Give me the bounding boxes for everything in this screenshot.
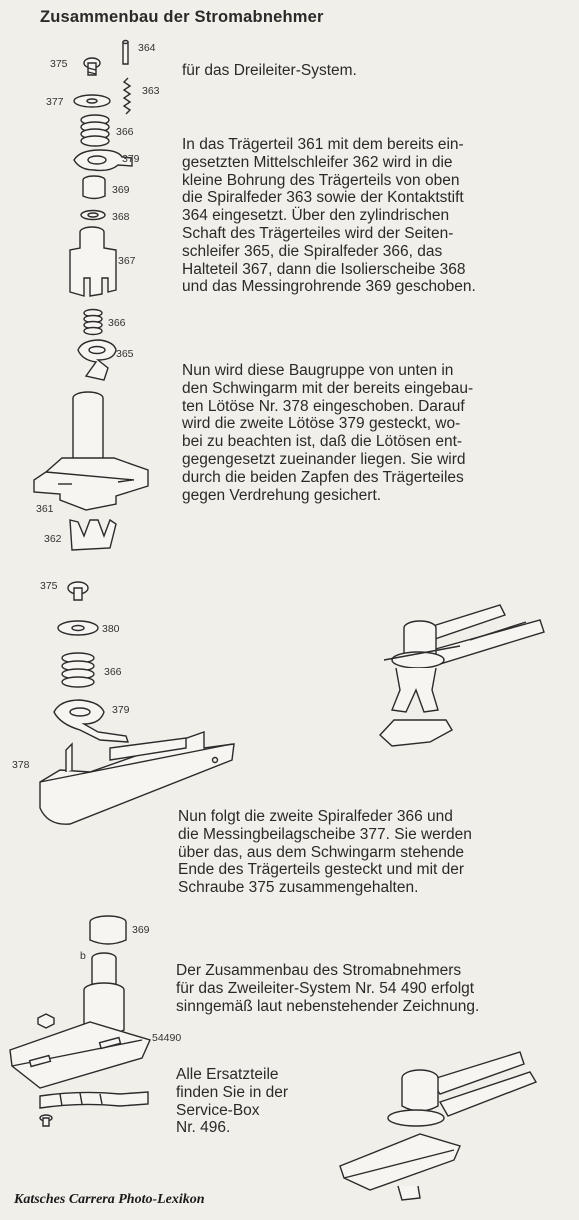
paragraph-assembly-carrier: In das Trägerteil 361 mit dem bereits ein- gesetzten Mittelschleifer 362 wird in die kleine Bohrung des Trägerteils von oben die Spiralfeder 363 sowie der Kontaktstift 364 eingesetzt. Über den zylindrischen Schaft des Trägerteiles wird der Seiten- schleifer 365, die Spiralfeder 366, das Halteteil 367, dann die Isolierscheibe 368 und das Messingrohrende 369 geschoben. (182, 136, 476, 296)
part-label: 365 (116, 348, 134, 360)
screw-375-middle (68, 582, 88, 600)
side-wiper-365 (78, 340, 116, 380)
part-label: 375 (50, 58, 68, 70)
carrier-361 (34, 392, 148, 510)
part-label: 361 (36, 503, 54, 515)
braid-wiper (40, 1092, 148, 1108)
carrier-54490 (10, 953, 150, 1088)
nut-small (38, 1014, 54, 1028)
part-label: 366 (116, 126, 134, 138)
part-label: 369 (112, 184, 130, 196)
part-label: 366 (104, 666, 122, 678)
part-label: 379 (122, 153, 140, 165)
paragraph-service-box: Alle Ersatzteile finden Sie in der Service-Box Nr. 496. (176, 1066, 289, 1137)
holder-367 (70, 227, 116, 296)
spring-366-middle (84, 310, 102, 335)
part-label: 363 (142, 85, 160, 97)
part-label: 54490 (152, 1032, 182, 1044)
part-label: 379 (112, 704, 130, 716)
assembled-pickup-two-wire (340, 1052, 536, 1200)
brass-tube-369-top (83, 176, 105, 199)
part-label: 380 (102, 623, 120, 635)
part-label: 366 (108, 317, 126, 329)
center-wiper-362 (70, 520, 116, 550)
part-label: 364 (138, 42, 156, 54)
assembled-pickup-three-wire (380, 605, 544, 746)
intro-text: für das Dreileiter-System. (182, 62, 357, 79)
watermark-credit: Katsches Carrera Photo-Lexikon (14, 1192, 205, 1207)
spring-366-top (81, 115, 109, 146)
part-label: 378 (12, 759, 30, 771)
part-label: 377 (46, 96, 64, 108)
part-label: 375 (40, 580, 58, 592)
part-label: 368 (112, 211, 130, 223)
insulating-washer-368 (81, 211, 105, 220)
paragraph-two-wire: Der Zusammenbau des Stromabnehmers für das Zweileiter-System Nr. 54 490 erfolgt sinngemäß laut nebenstehender Zeichnung. (176, 962, 480, 1015)
brass-tube-369-bottom (90, 916, 126, 944)
part-label: 362 (44, 533, 62, 545)
paragraph-swing-arm: Nun wird diese Baugruppe von unten in den Schwingarm mit der bereits eingebau- ten Lötöse Nr. 378 eingeschoben. Darauf wird die zweite Lötöse 379 gesteckt, wo- bei zu beachten ist, daß die Lötösen ent- gegengesetzt zueinander liegen. Sie wird durch die beiden Zapfen des Trägerteiles gegen Verdrehung gesichert. (182, 362, 474, 504)
contact-pin-364 (123, 41, 128, 65)
screw-bottom (40, 1115, 52, 1126)
part-label: b (80, 950, 86, 962)
part-label: 369 (132, 924, 150, 936)
page-title: Zusammenbau der Stromabnehmer (40, 8, 324, 26)
part-label: 367 (118, 255, 136, 267)
spring-363 (124, 78, 130, 114)
washer-380 (58, 621, 98, 635)
screw-375-top (84, 58, 100, 75)
washer-377 (74, 95, 110, 107)
paragraph-second-spring: Nun folgt die zweite Spiralfeder 366 und die Messingbeilagscheibe 377. Sie werden über das, aus dem Schwingarm stehende Ende des Trägerteils gesteckt und mit der Schraube 375 zusammengehalten. (178, 808, 472, 897)
spring-366-lower (62, 653, 94, 687)
